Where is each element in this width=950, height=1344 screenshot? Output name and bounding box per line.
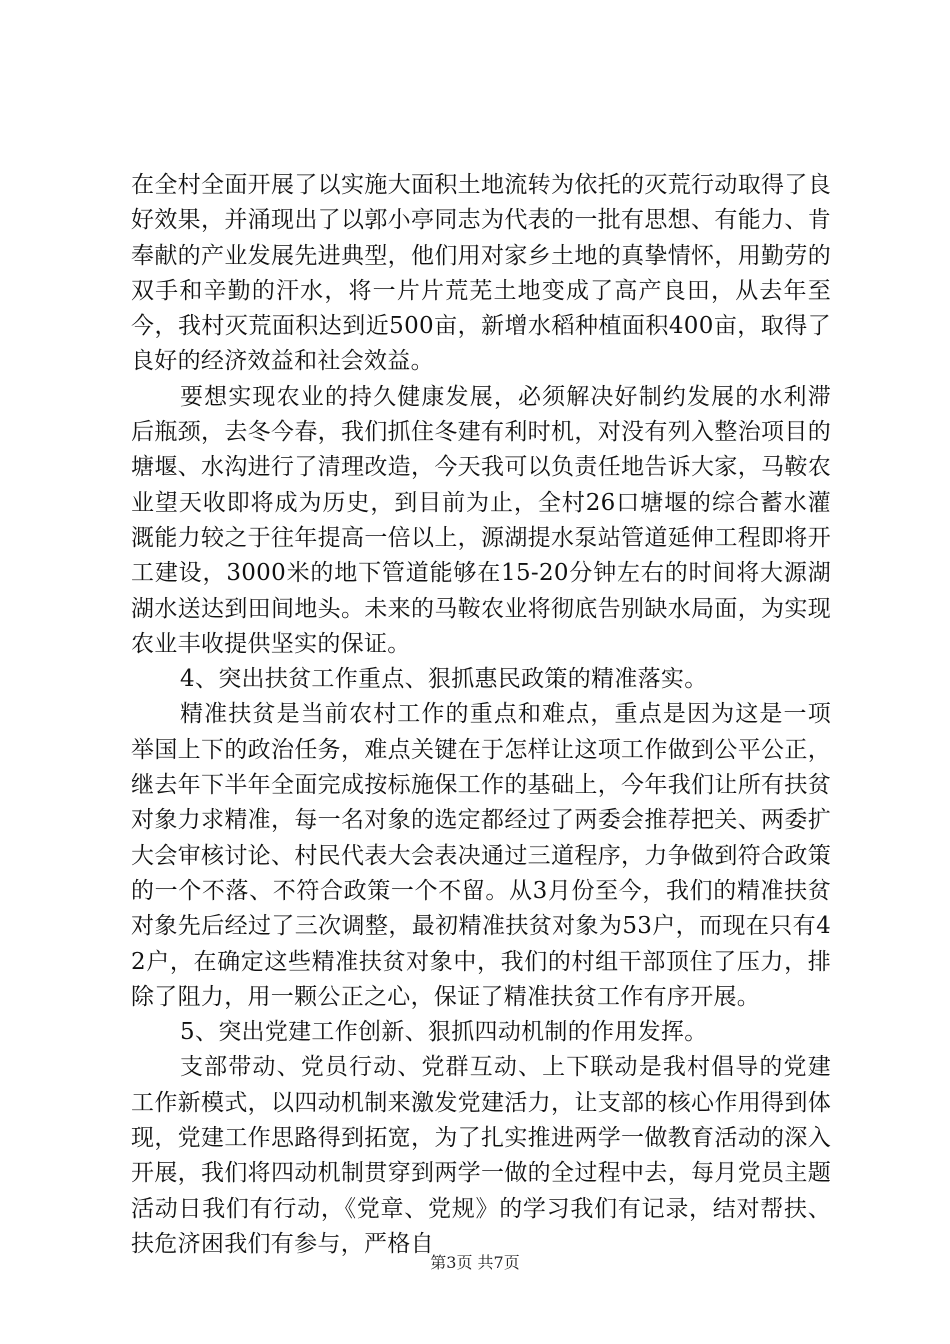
section-heading-poverty-alleviation: 4、突出扶贫工作重点、狠抓惠民政策的精准落实。 [180, 666, 708, 693]
paragraph-water-conservancy: 要想实现农业的持久健康发展，必须解决好制约发展的水利滞后瓶颈，去冬今春，我们抓住冬建有利时机，对没有列入整治项目的塘堰、水沟进行了清理改造，今天我可以负责任地告诉大家，马鞍农业望天收即将成为历史，到目前为止，全村26口塘堰的综合蓄水灌溉能力较之于往年提高一倍以上，源湖提水泵站管道延伸工程即将开工建设，3000米的地下管道能够在15-20分钟左右的时间将大源湖湖水送达到田间地头。未来的马鞍农业将彻底告别缺水局面，为实现农业丰收提供坚实的保证。 [131, 383, 831, 657]
page-number-footer: 第3页 共7页 [430, 1253, 520, 1272]
paragraph-land-transfer: 在全村全面开展了以实施大面积土地流转为依托的灭荒行动取得了良好效果，并涌现出了以郭小亭同志为代表的一批有思想、有能力、肯奉献的产业发展先进典型，他们用对家乡土地的真挚情怀，用勤劳的双手和辛勤的汗水，将一片片荒芜土地变成了高产良田，从去年至今，我村灭荒面积达到近500亩，新增水稻种植面积400亩，取得了良好的经济效益和社会效益。 [131, 172, 831, 375]
document-body [131, 168, 831, 1262]
paragraph-four-mechanisms: 支部带动、党员行动、党群互动、上下联动是我村倡导的党建工作新模式，以四动机制来激发党建活力，让支部的核心作用得到体现，党建工作思路得到拓宽，为了扎实推进两学一做教育活动的深入开展，我们将四动机制贯穿到两学一做的全过程中去，每月党员主题活动日我们有行动，《党章、党规》的学习我们有记录，结对帮扶、扶危济困我们有参与，严格自 [131, 1054, 831, 1257]
paragraph-precise-poverty-alleviation: 精准扶贫是当前农村工作的重点和难点，重点是因为这是一项举国上下的政治任务，难点关键在于怎样让这项工作做到公平公正，继去年下半年全面完成按标施保工作的基础上，今年我们让所有扶贫对象力求精准，每一名对象的选定都经过了两委会推荐把关、两委扩大会审核讨论、村民代表大会表决通过三道程序，力争做到符合政策的一个不落、不符合政策一个不留。从3月份至今，我们的精准扶贫对象先后经过了三次调整，最初精准扶贫对象为53户，而现在只有42户，在确定这些精准扶贫对象中，我们的村组干部顶住了压力，排除了阻力，用一颗公正之心，保证了精准扶贫工作有序开展。 [131, 701, 831, 1010]
section-heading-party-building: 5、突出党建工作创新、狠抓四动机制的作用发挥。 [180, 1019, 708, 1046]
